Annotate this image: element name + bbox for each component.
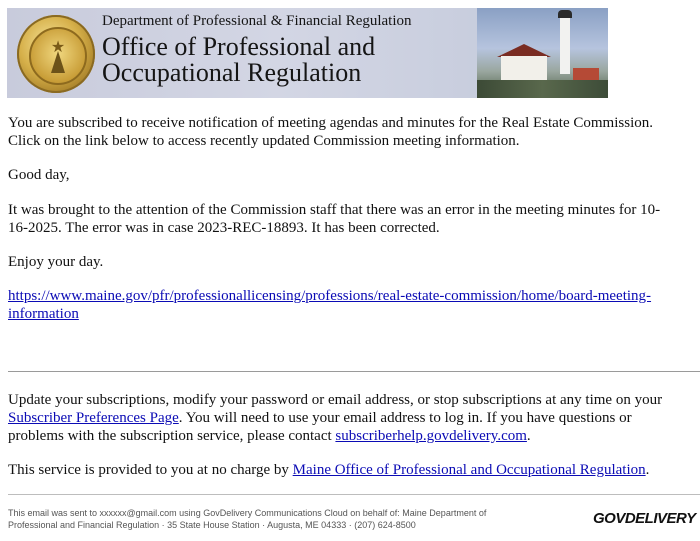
- subscriber-help-link[interactable]: subscriberhelp.govdelivery.com: [335, 428, 527, 444]
- maine-office-link[interactable]: Maine Office of Professional and Occupational Regulation: [292, 462, 646, 478]
- footer-divider: [8, 494, 700, 495]
- meeting-info-link-line2[interactable]: [8, 305, 79, 323]
- intro-text-line2: Click on the link below to access recently updated Commission meeting information.: [8, 133, 520, 149]
- state-seal-icon: ★: [17, 15, 95, 93]
- lighthouse-photo: [477, 8, 608, 98]
- office-name-line2: Occupational Regulation: [102, 58, 362, 87]
- greeting-text: Good day,: [8, 167, 70, 183]
- footer-line2: Professional and Financial Regulation · 35 State House Station · Augusta, ME 04333 · (207) 624-8500: [8, 520, 416, 530]
- office-name-line1: Office of Professional and: [102, 32, 376, 61]
- divider: [8, 371, 700, 372]
- body-text-line1: It was brought to the attention of the Commission staff that there was an error in the meeting minutes for 10-: [8, 202, 661, 218]
- office-name: [102, 34, 375, 86]
- closing-text: Enjoy your day.: [8, 254, 104, 270]
- header-banner: [7, 8, 608, 98]
- subscription-text-line3: problems with the subscription service, please contact subscriberhelp.govdelivery.com.: [8, 428, 531, 444]
- service-text: This service is provided to you at no charge by Maine Office of Professional and Occupational Regulation.: [8, 462, 650, 478]
- meeting-info-link-continued[interactable]: information: [8, 306, 79, 322]
- body-text-line2: 16-2025. The error was in case 2023-REC-18893. It has been corrected.: [8, 220, 440, 236]
- footer-text: [8, 507, 486, 531]
- meeting-info-link[interactable]: https://www.maine.gov/pfr/professionallicensing/professions/real-estate-commission/home/board-meeting-: [8, 288, 652, 304]
- subscription-text-line2: Subscriber Preferences Page. You will need to use your email address to log in. If you have questions or: [8, 410, 632, 426]
- department-name: Department of Professional & Financial Regulation: [102, 13, 412, 29]
- meeting-info-link-line1[interactable]: [8, 287, 651, 305]
- subscription-text-line1: Update your subscriptions, modify your password or email address, or stop subscriptions at any time on your: [8, 392, 663, 408]
- intro-text-line1: You are subscribed to receive notification of meeting agendas and minutes for the Real Estate Commission.: [8, 115, 653, 131]
- subscriber-preferences-link[interactable]: Subscriber Preferences Page: [8, 410, 179, 426]
- footer-line1: This email was sent to xxxxxx@gmail.com using GovDelivery Communications Cloud on behalf of: Maine Department of: [8, 508, 487, 518]
- govdelivery-logo[interactable]: GOVDELIVERY: [593, 510, 696, 527]
